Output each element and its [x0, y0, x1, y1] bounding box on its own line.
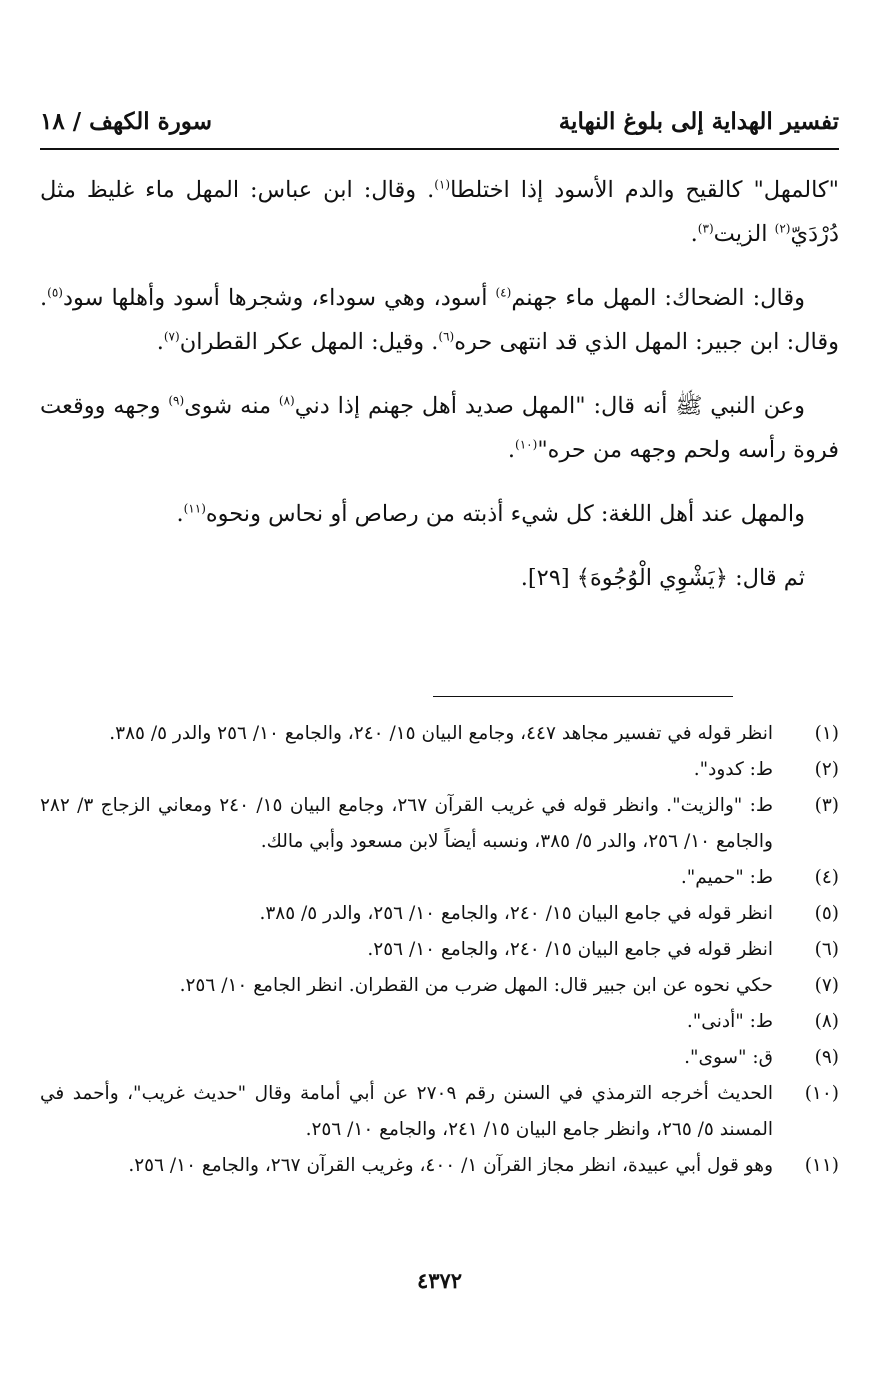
footnote-text: ق: "سوى".: [684, 1047, 773, 1068]
footnote-ref: (٣): [697, 221, 714, 236]
footnote-number: (٨): [814, 1011, 839, 1032]
text-segment: والمهل عند أهل اللغة: كل شيء أذبته من رصاص أو نحاس ونحوه: [205, 501, 805, 527]
surah-label: سورة الكهف / ١٨: [40, 108, 212, 135]
text-segment: منه شوى: [184, 393, 279, 419]
footnote-ref: (٦): [438, 329, 455, 344]
footnote-ref: (٨): [278, 393, 295, 408]
footnote-number: (١١): [804, 1155, 839, 1176]
footnote-number: (٥): [814, 903, 839, 924]
footnote-number: (٧): [814, 975, 839, 996]
footnote-number: (٦): [814, 939, 839, 960]
footnote-text: وهو قول أبي عبيدة، انظر مجاز القرآن ١/ ٤٠٠، وغريب القرآن ٢٦٧، والجامع ١٠/ ٢٥٦.: [128, 1155, 773, 1176]
footnote-ref: (٢): [774, 221, 791, 236]
footnote-item: [40, 968, 839, 1004]
footnote-item: [40, 1148, 839, 1184]
footnote-ref: (١٠): [515, 437, 538, 452]
text-segment: وقال: الضحاك: المهل ماء جهنم: [511, 285, 805, 311]
book-title: تفسير الهداية إلى بلوغ النهاية: [558, 108, 839, 135]
quran-quote: ثم قال: ﴿يَشْوِي الْوُجُوهَ﴾ [٢٩].: [520, 565, 805, 591]
text-segment: . وقال: ابن عباس: المهل ماء غليظ مثل دُرْدَيّ: [40, 177, 839, 247]
footnote-rule: [433, 696, 733, 697]
main-text: [40, 168, 839, 620]
footnote-item: [40, 932, 839, 968]
footnote-ref: (٩): [168, 393, 185, 408]
text-segment: . وقيل: المهل عكر القطران: [179, 329, 439, 355]
footnote-text: الحديث أخرجه الترمذي في السنن رقم ٢٧٠٩ عن أبي أمامة وقال "حديث غريب"، وأحمد في المسند ٥/ ٢٦٥، وانظر جامع البيان ١٥/ ٢٤١، والجامع ١٠/ ٢٥٦.: [40, 1083, 773, 1140]
footnote-ref: (٥): [47, 285, 63, 300]
footnote-item: [40, 716, 839, 752]
header-rule: [40, 148, 839, 150]
footnote-number: (٣): [814, 795, 839, 816]
footnote-text: ط: "حميم".: [680, 867, 773, 888]
footnote-ref: (٧): [163, 329, 180, 344]
footnote-text: ط: "والزيت". وانظر قوله في غريب القرآن ٢٦٧، وجامع البيان ١٥/ ٢٤٠ ومعاني الزجاج ٣/ ٢٨٢ والجامع ١٠/ ٢٥٦، والدر ٥/ ٣٨٥، ونسبه أيضاً لابن مسعود وأبي مالك.: [40, 795, 773, 852]
text-segment: أسود، وهي سوداء، وشجرها أسود وأهلها سود: [62, 285, 496, 311]
footnote-text: انظر قوله في جامع البيان ١٥/ ٢٤٠، والجامع ١٠/ ٢٥٦، والدر ٥/ ٣٨٥.: [259, 903, 773, 924]
footnotes: [40, 716, 839, 1184]
footnote-ref: (١): [434, 177, 451, 192]
footnote-text: ط: "أدنى".: [686, 1011, 773, 1032]
text-segment: وجهه ووقعت فروة رأسه ولحم وجهه من حره": [40, 393, 839, 463]
footnote-item: [40, 1076, 839, 1148]
footnote-ref: (٤): [495, 285, 512, 300]
footnote-number: (١): [814, 723, 839, 744]
footnote-number: (٤): [814, 867, 839, 888]
footnote-number: (٩): [814, 1047, 839, 1068]
footnote-item: [40, 860, 839, 896]
paragraph-4: [40, 492, 839, 536]
text-segment: .: [690, 221, 698, 247]
footnote-ref: (١١): [183, 501, 206, 516]
footnote-item: [40, 752, 839, 788]
running-header: [40, 108, 839, 144]
text-segment: الزيت: [713, 221, 775, 247]
text-segment: .: [156, 329, 164, 355]
text-segment: . وقال: ابن جبير: المهل الذي قد انتهى حره: [40, 285, 839, 355]
text-segment: .: [507, 437, 516, 463]
paragraph-1: [40, 168, 839, 256]
text-segment: "كالمهل" كالقيح والدم الأسود إذا اختلطا: [450, 177, 839, 203]
footnote-text: انظر قوله في تفسير مجاهد ٤٤٧، وجامع البيان ١٥/ ٢٤٠، والجامع ١٠/ ٢٥٦ والدر ٥/ ٣٨٥.: [109, 723, 773, 744]
page-number: ٤٣٧٢: [416, 1268, 463, 1293]
footnote-text: انظر قوله في جامع البيان ١٥/ ٢٤٠، والجامع ١٠/ ٢٥٦.: [367, 939, 773, 960]
paragraph-5: [40, 556, 839, 600]
footnote-item: [40, 1040, 839, 1076]
footnote-number: (١٠): [804, 1083, 839, 1104]
text-segment: وعن النبي ﷺ أنه قال: "المهل صديد أهل جهنم إذا دني: [294, 393, 806, 419]
footnote-text: حكي نحوه عن ابن جبير قال: المهل ضرب من القطران. انظر الجامع ١٠/ ٢٥٦.: [179, 975, 773, 996]
footnote-item: [40, 896, 839, 932]
footnote-number: (٢): [814, 759, 839, 780]
footnote-item: [40, 1004, 839, 1040]
paragraph-3: [40, 384, 839, 472]
footnote-item: [40, 788, 839, 860]
footnote-text: ط: كدود".: [693, 759, 773, 780]
paragraph-2: [40, 276, 839, 364]
text-segment: .: [176, 501, 184, 527]
